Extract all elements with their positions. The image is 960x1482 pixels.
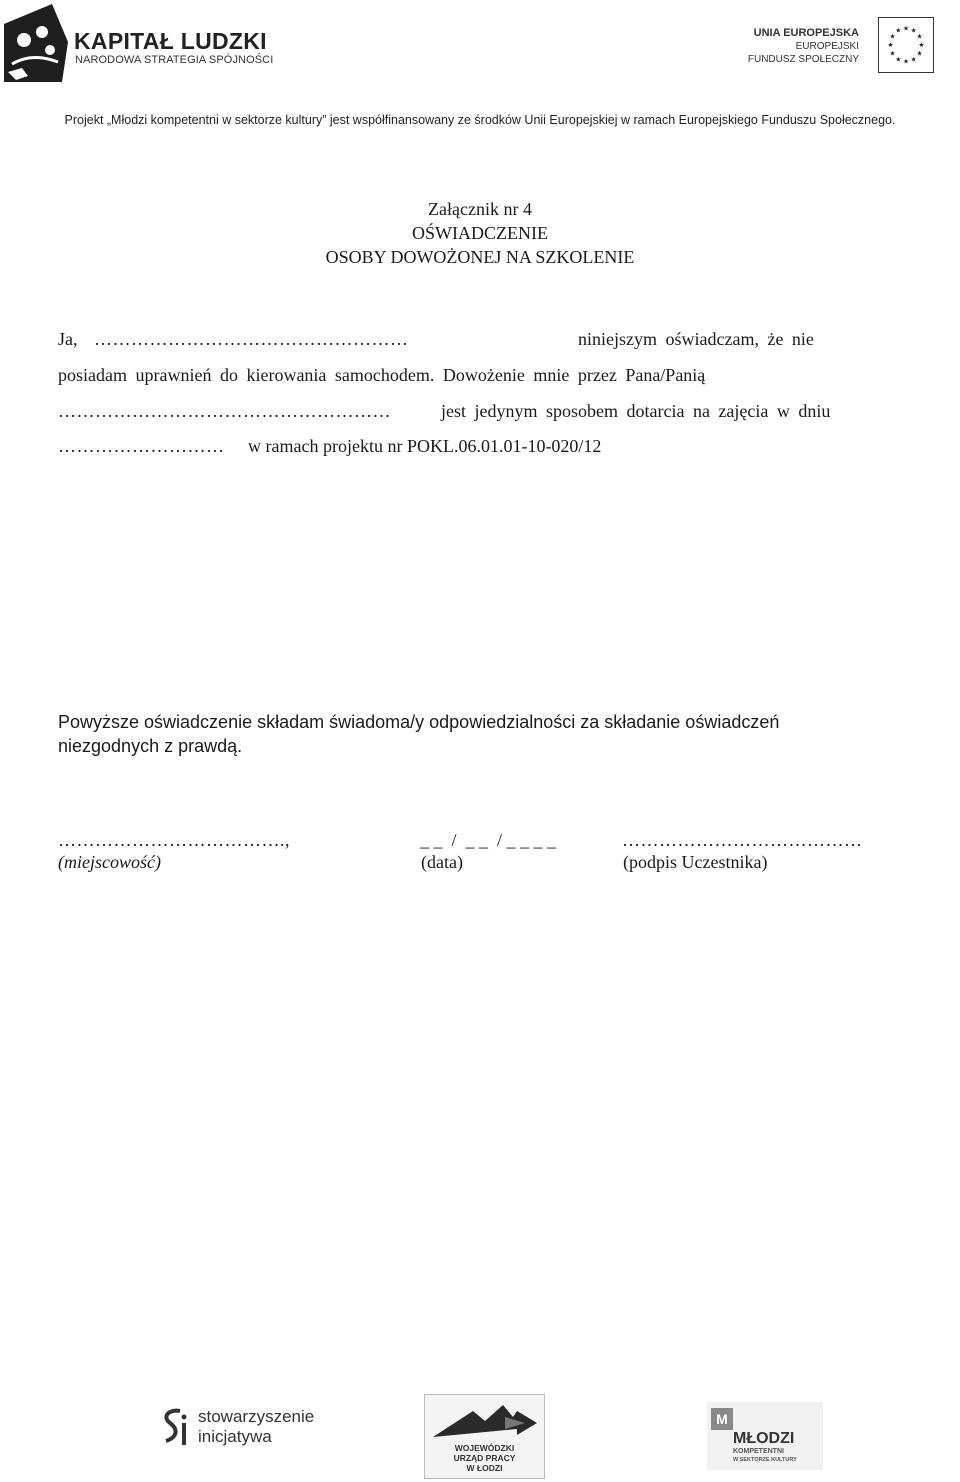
- stowarzyszenie-inicjatywa-logo: [160, 1403, 320, 1453]
- svg-text:★: ★: [916, 32, 923, 41]
- kapital-ludzki-subtitle: NARODOWA STRATEGIA SPÓJNOŚCI: [75, 54, 274, 66]
- kapital-ludzki-logo-icon: [2, 2, 72, 84]
- svg-text:★: ★: [916, 49, 923, 58]
- svg-text:★: ★: [902, 57, 910, 66]
- eu-flag-icon: [878, 17, 934, 73]
- svg-text:★: ★: [918, 40, 925, 49]
- title-attachment-number: Załącznik nr 4: [428, 199, 532, 219]
- body-line-1-end: niniejszym oświadczam, że nie: [578, 329, 814, 349]
- body-line-4-end: w ramach projektu nr POKL.06.01.01-10-020/12: [248, 436, 602, 456]
- wup-line-1: WOJEWÓDZKI: [454, 1443, 515, 1453]
- document-title: [0, 197, 960, 269]
- m-badge-icon: M: [711, 1408, 733, 1430]
- date-fill-dots[interactable]: ………………………: [58, 436, 225, 456]
- body-line-2: posiadam uprawnień do kierowania samochodem. Dowożenie mnie przez Pana/Panią: [58, 365, 706, 385]
- date-fill-blanks[interactable]: _ _ / _ _ / _ _ _ _: [420, 830, 557, 850]
- si-monogram-icon: [160, 1407, 190, 1449]
- svg-text:★: ★: [895, 55, 902, 64]
- svg-text:★: ★: [910, 26, 917, 35]
- kapital-ludzki-title: KAPITAŁ LUDZKI: [74, 28, 267, 54]
- title-statement-subject: OSOBY DOWOŻONEJ NA SZKOLENIE: [325, 247, 635, 267]
- eu-line-1: UNIA EUROPEJSKA: [753, 27, 859, 39]
- mlodzi-line-3: W SEKTORZE KULTURY: [733, 1457, 797, 1463]
- date-label: (data): [421, 852, 463, 872]
- body-line-3-end: jest jedynym sposobem dotarcia na zajęcia w dniu: [441, 401, 831, 421]
- wup-line-2: URZĄD PRACY: [453, 1453, 516, 1463]
- eu-line-2: EUROPEJSKI: [795, 41, 859, 52]
- wup-arrow-icon: [433, 1401, 537, 1439]
- eu-line-3: FUNDUSZ SPOŁECZNY: [747, 54, 859, 65]
- project-cofinancing-line: Projekt „Młodzi kompetentni w sektorze kultury” jest współfinansowany ze środków Unii Europejskiej w ramach Europejskiego Funduszu Społecznego.: [64, 113, 896, 127]
- signature-fill-dots[interactable]: …………………………………: [622, 830, 863, 850]
- svg-text:★: ★: [910, 55, 917, 64]
- body-line-1-start: Ja,: [58, 329, 78, 349]
- driver-fill-dots[interactable]: ………………………………………………: [58, 401, 391, 421]
- place-label: (miejscowość): [58, 852, 161, 872]
- eu-logo-text: [748, 27, 859, 66]
- declaration-text: Powyższe oświadczenie składam świadoma/y odpowiedzialności za składanie oświadczeń niezgodnych z prawdą.: [58, 712, 780, 756]
- mlodzi-line-2: KOMPETENTNI: [733, 1448, 784, 1455]
- signature-label: (podpis Uczestnika): [623, 852, 768, 872]
- stow-line-1: stowarzyszenie: [198, 1407, 315, 1426]
- svg-text:★: ★: [902, 24, 910, 33]
- svg-text:★: ★: [887, 40, 894, 49]
- stow-line-2: inicjatywa: [198, 1427, 272, 1446]
- place-fill-dots[interactable]: ……………………………….,: [58, 830, 290, 850]
- mlodzi-kompetentni-logo: [707, 1402, 823, 1470]
- svg-text:★: ★: [889, 49, 896, 58]
- svg-text:★: ★: [895, 26, 902, 35]
- mlodzi-line-1: MŁODZI: [733, 1430, 795, 1447]
- wup-lodz-logo: [424, 1394, 545, 1479]
- svg-text:★: ★: [889, 32, 896, 41]
- name-fill-dots[interactable]: ……………………………………………: [94, 329, 409, 349]
- title-statement: OŚWIADCZENIE: [412, 223, 548, 243]
- wup-line-3: W ŁODZI: [466, 1463, 503, 1473]
